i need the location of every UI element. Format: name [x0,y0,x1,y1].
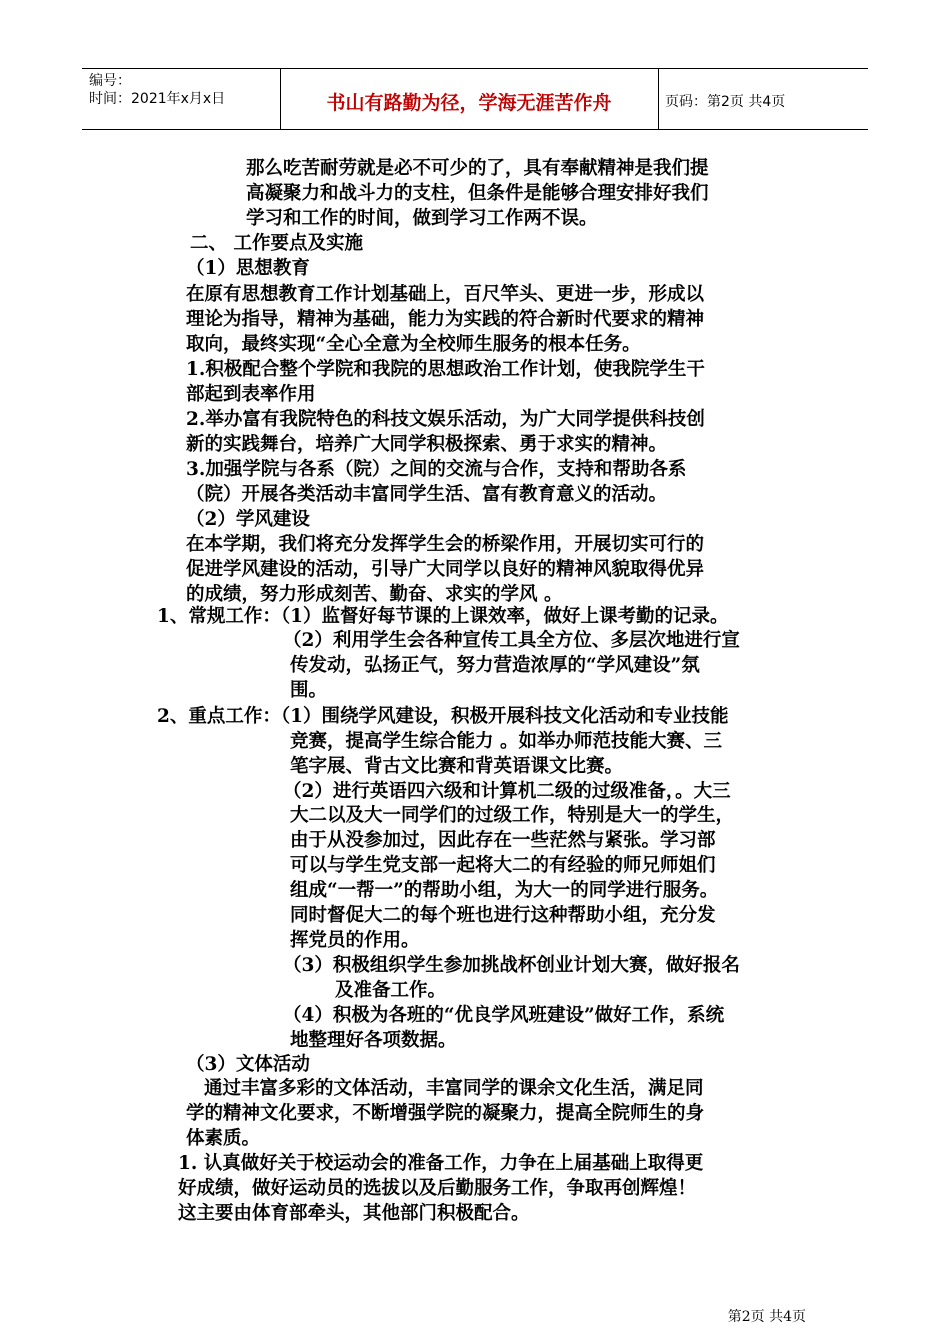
body-line: （2）利用学生会各种宣传工具全方位、多层次地进行宣 [283,630,740,651]
header-motto-cell [280,69,659,129]
body-line: 挥党员的作用。 [290,930,420,951]
body-line: 可以与学生党支部一起将大二的有经验的师兄师姐们 [290,855,716,876]
body-line: 1、常规工作：（1）监督好每节课的上课效率，做好上课考勤的记录。 [157,606,729,627]
body-line: 学的精神文化要求，不断增强学院的凝聚力，提高全院师生的身 [186,1103,705,1124]
body-line: 2.举办富有我院特色的科技文娱乐活动，为广大同学提供科技创 [186,409,705,430]
subsection-heading: （2）学风建设 [186,509,310,530]
body-line: 及准备工作。 [335,980,447,1001]
body-line: 部起到表率作用 [186,384,316,405]
body-line: 1. 认真做好关于校运动会的准备工作，力争在上届基础上取得更 [178,1153,704,1174]
body-line: 理论为指导，精神为基础，能力为实践的符合新时代要求的精神 [186,309,705,330]
header-motto: 书山有路勤为径，学海无涯苦作舟 [326,92,612,114]
body-line: 取向，最终实现“全心全意为全校师生服务的根本任务。 [186,334,641,355]
body-line: （4）积极为各班的“优良学风班建设”做好工作，系统 [283,1005,725,1026]
body-line: （2）进行英语四六级和计算机二级的过级准备，。大三 [283,781,731,802]
body-line: 地整理好各项数据。 [290,1030,457,1051]
body-line: 学习和工作的时间，做到学习工作两不误。 [246,208,598,229]
body-line: 围。 [290,680,328,701]
page-header [82,68,868,130]
body-line: （院）开展各类活动丰富同学生活、富有教育意义的活动。 [186,484,668,505]
body-line: 通过丰富多彩的文体活动，丰富同学的课余文化生活，满足同 [204,1078,704,1099]
body-line: 笔字展、背古文比赛和背英语课文比赛。 [290,756,624,777]
body-line: 的成绩，努力形成刻苦、勤奋、求实的学风 。 [186,584,563,605]
section-heading: 二、 工作要点及实施 [190,233,363,254]
body-line: 体素质。 [186,1128,261,1149]
body-line: 2、重点工作：（1）围绕学风建设，积极开展科技文化活动和专业技能 [157,706,729,727]
body-line: 新的实践舞台，培养广大同学积极探索、勇于求实的精神。 [186,434,668,455]
header-page-cell [658,69,868,129]
body-line: 在原有思想教育工作计划基础上，百尺竿头、更进一步，形成以 [186,284,705,305]
body-line: 高凝聚力和战斗力的支柱，但条件是能够合理安排好我们 [246,183,709,204]
body-line: 在本学期，我们将充分发挥学生会的桥梁作用，开展切实可行的 [186,534,705,555]
subsection-heading: （1）思想教育 [186,258,310,279]
body-line: 由于从没参加过，因此存在一些茫然与紧张。学习部 [290,830,716,851]
document-number-label: 编号： [89,73,131,89]
body-line: 传发动，弘扬正气，努力营造浓厚的“学风建设”氛 [290,655,700,676]
body-line: 组成“一帮一”的帮助小组，为大一的同学进行服务。 [290,880,719,901]
body-line: 好成绩，做好运动员的选拔以及后勤服务工作，争取再创辉煌！ [178,1178,697,1199]
body-line: 大二以及大一同学们的过级工作，特别是大一的学生， [290,805,735,826]
body-line: （3）积极组织学生参加挑战杯创业计划大赛，做好报名 [283,955,740,976]
body-line: 1.积极配合整个学院和我院的思想政治工作计划，使我院学生干 [186,359,705,380]
body-line: 同时督促大二的每个班也进行这种帮助小组，充分发 [290,905,716,926]
body-line: 3.加强学院与各系（院）之间的交流与合作，支持和帮助各系 [186,459,687,480]
page-footer: 第2页 共4页 [727,1309,806,1325]
subsection-heading: （3）文体活动 [186,1054,310,1075]
header-page-code: 页码：第2页 共4页 [665,94,786,110]
body-line: 那么吃苦耐劳就是必不可少的了，具有奉献精神是我们提 [246,158,709,179]
body-line: 这主要由体育部牵头，其他部门积极配合。 [178,1203,530,1224]
header-meta-cell [82,69,281,129]
body-line: 竞赛，提高学生综合能力 。如举办师范技能大赛、三 [290,731,722,752]
body-line: 促进学风建设的活动，引导广大同学以良好的精神风貌取得优异 [186,559,705,580]
document-time-label: 时间：2021年x月x日 [89,91,226,107]
